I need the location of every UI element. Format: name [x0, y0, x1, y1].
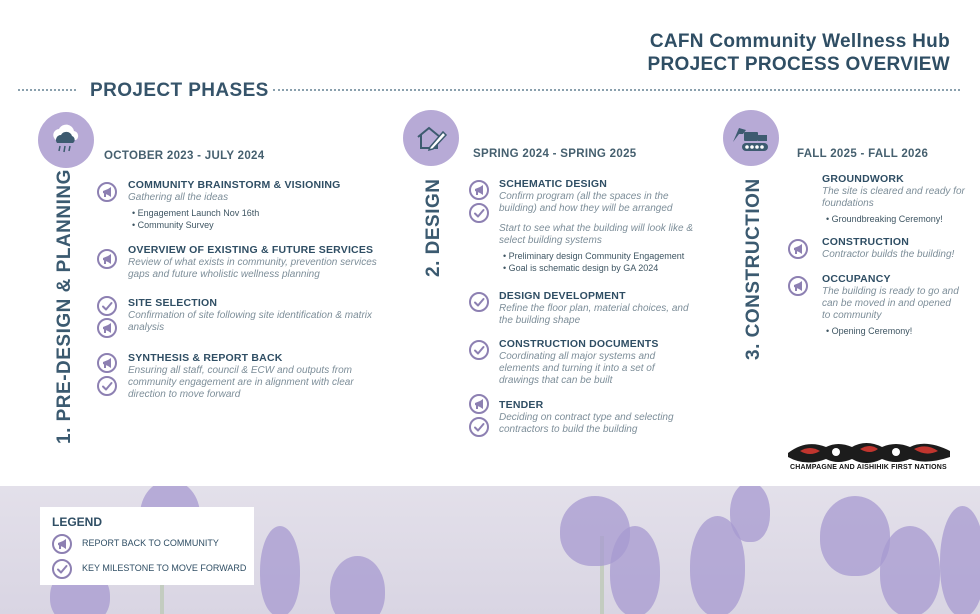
- step-desc-2: Start to see what the building will look like & select building systems: [499, 223, 693, 246]
- step-title: COMMUNITY BRAINSTORM & VISIONING: [128, 179, 341, 191]
- checkmark-icon: [52, 559, 72, 579]
- phase-2-date: SPRING 2024 - SPRING 2025: [473, 148, 637, 160]
- checkmark-icon: [97, 296, 117, 316]
- dotted-divider-right: [273, 89, 960, 91]
- step-desc: Confirmation of site following site identification & matrix analysis: [128, 310, 372, 333]
- phase-1-date: OCTOBER 2023 - JULY 2024: [104, 150, 265, 162]
- step-title: GROUNDWORK: [822, 173, 904, 185]
- megaphone-icon: [97, 353, 117, 373]
- title-line-1: CAFN Community Wellness Hub: [649, 31, 950, 52]
- step-desc: Deciding on contract type and selecting contractors to build the building: [499, 412, 674, 435]
- step-tender: [499, 399, 699, 436]
- megaphone-icon: [52, 534, 72, 554]
- checkmark-icon: [469, 203, 489, 223]
- step-title: OCCUPANCY: [822, 273, 891, 285]
- step-bullets: [822, 325, 962, 337]
- header-title: [648, 30, 950, 76]
- step-bullets: [499, 250, 699, 274]
- megaphone-icon: [788, 276, 808, 296]
- step-title: SITE SELECTION: [128, 297, 218, 309]
- checkmark-icon: [469, 417, 489, 437]
- step-groundwork: [822, 173, 972, 225]
- megaphone-icon: [97, 318, 117, 338]
- step-title: CONSTRUCTION: [822, 236, 909, 248]
- list-item: • Goal is schematic design by GA 2024: [499, 262, 699, 274]
- step-title: SYNTHESIS & REPORT BACK: [128, 352, 283, 364]
- phase-1-circle: [38, 112, 94, 168]
- legend-title: LEGEND: [52, 515, 103, 529]
- step-desc: Refine the floor plan, material choices, and the building shape: [499, 303, 689, 326]
- excavator-icon: [730, 120, 772, 156]
- checkmark-icon: [469, 340, 489, 360]
- step-desc: Confirm program (all the spaces in the building) and how they will be arranged: [499, 191, 673, 214]
- step-title: OVERVIEW OF EXISTING & FUTURE SERVICES: [128, 244, 374, 256]
- legend-label: REPORT BACK TO COMMUNITY: [82, 538, 219, 548]
- megaphone-icon: [469, 394, 489, 414]
- step-desc: Coordinating all major systems and elements and turning it into a set of drawings that can be built: [499, 351, 656, 386]
- phase-3-label: 3. CONSTRUCTION: [743, 178, 764, 360]
- phase-3-circle: [723, 110, 779, 166]
- dotted-divider-left: [18, 89, 76, 91]
- step-overview-services: [128, 244, 383, 281]
- checkmark-icon: [469, 292, 489, 312]
- step-community-brainstorm: [128, 179, 388, 231]
- megaphone-icon: [469, 180, 489, 200]
- house-pencil-icon: [413, 120, 449, 156]
- step-occupancy: [822, 273, 962, 337]
- step-title: DESIGN DEVELOPMENT: [499, 290, 626, 302]
- step-title: CONSTRUCTION DOCUMENTS: [499, 338, 659, 350]
- step-desc: Review of what exists in community, prevention services gaps and future wholistic wellness planning: [128, 257, 377, 280]
- step-title: SCHEMATIC DESIGN: [499, 178, 608, 190]
- megaphone-icon: [97, 182, 117, 202]
- step-synthesis: [128, 352, 388, 401]
- step-bullets: [128, 207, 388, 231]
- megaphone-icon: [97, 249, 117, 269]
- phase-1-label: 1. PRE-DESIGN & PLANNING: [54, 169, 75, 444]
- list-item: • Engagement Launch Nov 16th: [128, 207, 388, 219]
- list-item: • Community Survey: [128, 219, 388, 231]
- section-title: PROJECT PHASES: [90, 80, 269, 101]
- step-design-development: [499, 290, 694, 327]
- step-desc: Gathering all the ideas: [128, 192, 229, 203]
- list-item: • Groundbreaking Ceremony!: [822, 213, 972, 225]
- list-item: • Preliminary design Community Engagement: [499, 250, 699, 262]
- megaphone-icon: [788, 239, 808, 259]
- cloud-rain-icon: [48, 122, 84, 158]
- legend: [40, 507, 254, 585]
- step-construction-documents: [499, 338, 694, 387]
- phase-2-circle: [403, 110, 459, 166]
- phase-2-label: 2. DESIGN: [423, 178, 444, 277]
- step-bullets: [822, 213, 972, 225]
- list-item: • Opening Ceremony!: [822, 325, 962, 337]
- step-construction: [822, 236, 977, 261]
- legend-label: KEY MILESTONE TO MOVE FORWARD: [82, 563, 247, 573]
- checkmark-icon: [97, 376, 117, 396]
- step-desc: Contractor builds the building!: [822, 249, 955, 260]
- step-site-selection: [128, 297, 378, 334]
- phase-3-date: FALL 2025 - FALL 2026: [797, 148, 929, 160]
- step-schematic-design: [499, 178, 699, 274]
- step-title: TENDER: [499, 399, 544, 411]
- step-desc: The site is cleared and ready for foundations: [822, 186, 965, 209]
- title-line-2: PROJECT PROCESS OVERVIEW: [647, 54, 950, 75]
- step-desc: Ensuring all staff, council & ECW and outputs from community engagement are in alignment with clear direction to move forward: [128, 365, 354, 400]
- phases-header: [18, 80, 960, 100]
- logo-text: CHAMPAGNE AND AISHIHIK FIRST NATIONS: [790, 464, 947, 471]
- step-desc: The building is ready to go and can be moved in and opened to community: [822, 286, 959, 321]
